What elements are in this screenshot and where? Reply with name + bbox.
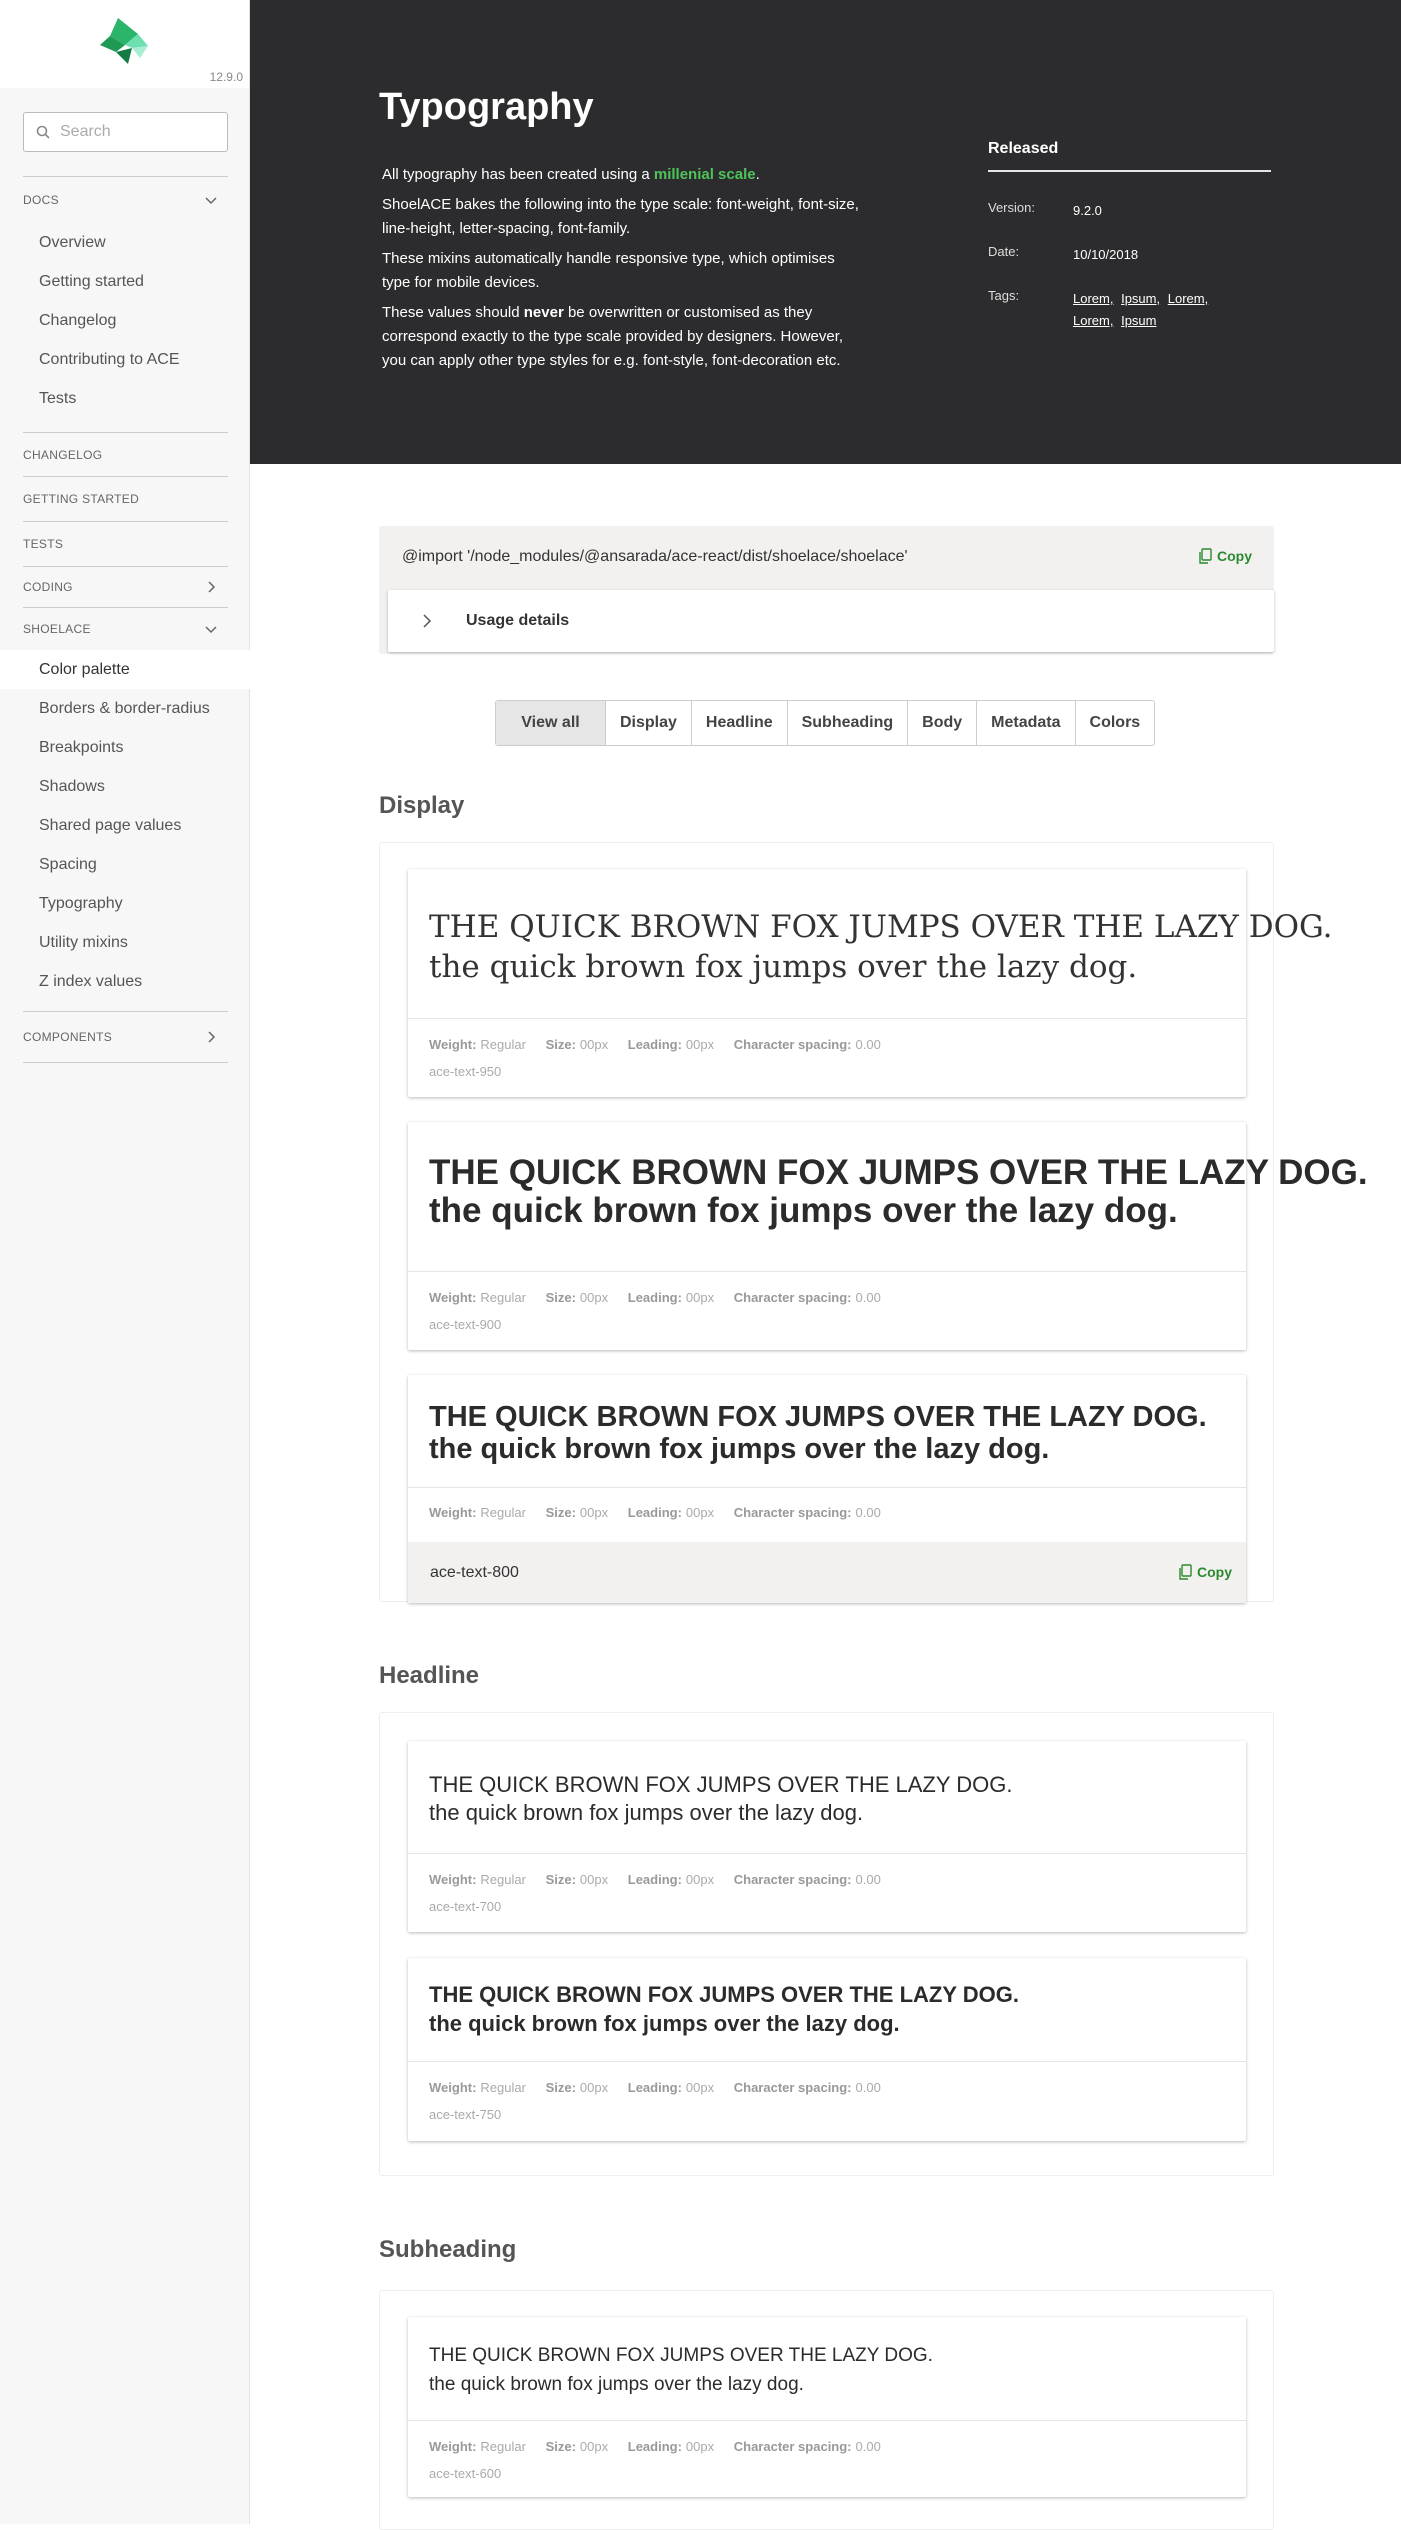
spec-size: [546, 2439, 609, 2454]
spec-character-spacing: [734, 1872, 881, 1887]
spec-character-spacing: [734, 2439, 881, 2454]
nav-section-changelog[interactable]: [23, 433, 228, 476]
intro-text: [382, 163, 862, 379]
chevron-down-icon: [204, 622, 218, 636]
spec-value: 00px: [579, 1290, 609, 1305]
spec-label: Character spacing:: [733, 2439, 852, 2454]
nav-section-label: DOCS: [23, 193, 59, 207]
spec-character-spacing: [734, 1505, 881, 1520]
spec-leading: [628, 2439, 714, 2454]
sample-lowercase: the quick brown fox jumps over the lazy dog.: [429, 2374, 804, 2395]
tag-link[interactable]: Lorem,: [1167, 291, 1209, 306]
chevron-right-icon: [204, 580, 218, 594]
tab-display[interactable]: Display: [606, 701, 692, 745]
headline-panel: [379, 1712, 1274, 2176]
intro-text-fragment: All typography has been created using a: [382, 166, 654, 183]
class-name: ace-text-900: [429, 1317, 502, 1332]
sidebar-nav: [23, 176, 228, 1063]
intro-emphasis: never: [523, 304, 564, 321]
spec-label: Size:: [545, 1037, 576, 1052]
spec-label: Leading:: [627, 1290, 682, 1305]
type-card-600: [408, 2317, 1246, 2497]
type-sample: [408, 869, 1333, 1019]
type-sample: [408, 2317, 1246, 2421]
divider: [23, 1062, 228, 1063]
sidebar-item-utility-mixins[interactable]: Utility mixins: [39, 933, 128, 951]
section-title-headline: Headline: [379, 1662, 480, 1689]
spec-label: Size:: [545, 2439, 576, 2454]
spec-value: 00px: [685, 1290, 715, 1305]
spec-value: 00px: [685, 1037, 715, 1052]
intro-paragraph: [382, 163, 862, 187]
spec-weight: [429, 1290, 526, 1305]
nav-section-label: GETTING STARTED: [23, 492, 140, 506]
page-title: Typography: [379, 86, 594, 128]
tag-link[interactable]: Lorem,: [1073, 313, 1114, 328]
type-card-950: [408, 869, 1333, 1097]
spec-label: Size:: [545, 1505, 576, 1520]
sidebar-item-overview[interactable]: Overview: [39, 233, 106, 251]
spec-size: [546, 2080, 609, 2095]
version-label: Version:: [988, 200, 1035, 215]
spec-label: Weight:: [429, 2439, 477, 2454]
spec-label: Weight:: [429, 2080, 477, 2095]
millenial-scale-link[interactable]: millenial scale: [653, 166, 756, 183]
type-card-750: [408, 1958, 1246, 2141]
type-specs: [408, 1854, 1246, 1887]
spec-value: 0.00: [855, 1872, 881, 1887]
chevron-right-icon: [420, 614, 434, 628]
copy-icon: [1178, 1564, 1192, 1580]
search-input[interactable]: [60, 123, 220, 141]
copy-label: Copy: [1217, 548, 1252, 564]
nav-section-tests[interactable]: [23, 522, 228, 566]
spec-label: Size:: [545, 1872, 576, 1887]
copy-class-button[interactable]: [1178, 1564, 1232, 1580]
spec-label: Weight:: [429, 1037, 477, 1052]
sample-lowercase: the quick brown fox jumps over the lazy dog.: [429, 1800, 864, 1825]
sidebar-item-shadows[interactable]: Shadows: [39, 777, 105, 795]
spec-label: Character spacing:: [733, 1872, 852, 1887]
type-card-800: [408, 1375, 1246, 1603]
sidebar-item-tests[interactable]: Tests: [39, 389, 77, 407]
version-row: [988, 200, 1271, 222]
nav-section-components[interactable]: [23, 1012, 228, 1062]
spec-value: Regular: [480, 1872, 526, 1887]
type-specs: [408, 1019, 1246, 1052]
version-value: 9.2.0: [1073, 203, 1102, 218]
intro-paragraph: These mixins automatically handle responsive type, which optimises type for mobile devices.: [382, 250, 835, 291]
tab-colors[interactable]: Colors: [1089, 714, 1141, 731]
sidebar-item-spacing[interactable]: Spacing: [39, 855, 97, 873]
spec-character-spacing: [734, 1290, 881, 1305]
spec-label: Size:: [545, 2080, 576, 2095]
tab-view-all[interactable]: View all: [496, 701, 606, 745]
filter-tabs: [495, 700, 1155, 746]
spec-label: Leading:: [627, 1037, 682, 1052]
version-tag: 12.9.0: [209, 70, 243, 84]
search-icon: [36, 125, 50, 139]
type-sample: [408, 1958, 1246, 2062]
sidebar-item-changelog[interactable]: Changelog: [39, 311, 117, 329]
intro-paragraph: ShoelACE bakes the following into the type scale: font-weight, font-size, line-height, letter-spacing, font-family.: [382, 196, 859, 237]
spec-value: 00px: [579, 1872, 609, 1887]
sample-uppercase: THE QUICK BROWN FOX JUMPS OVER THE LAZY DOG.: [429, 1982, 1019, 2007]
sidebar-item-contributing[interactable]: Contributing to ACE: [39, 350, 180, 368]
section-title-subheading: Subheading: [379, 2236, 517, 2263]
nav-section-getting-started[interactable]: [23, 477, 228, 521]
spec-label: Leading:: [627, 1872, 682, 1887]
sample-uppercase: THE QUICK BROWN FOX JUMPS OVER THE LAZY DOG.: [429, 1772, 1013, 1797]
intro-text-fragment: These values should: [382, 304, 524, 321]
sample-uppercase: THE QUICK BROWN FOX JUMPS OVER THE LAZY DOG.: [429, 909, 1333, 945]
release-title: Released: [988, 140, 1271, 172]
spec-value: Regular: [480, 1037, 526, 1052]
spec-weight: [429, 2080, 526, 2095]
search-box[interactable]: [23, 112, 228, 152]
spec-value: 0.00: [855, 2439, 881, 2454]
nav-section-label: TESTS: [23, 537, 64, 551]
sample-uppercase: THE QUICK BROWN FOX JUMPS OVER THE LAZY DOG.: [429, 1153, 1368, 1192]
sidebar: [0, 0, 250, 2524]
spec-size: [546, 1505, 609, 1520]
spec-label: Character spacing:: [733, 1290, 852, 1305]
spec-label: Leading:: [627, 2080, 682, 2095]
spec-value: 00px: [579, 1037, 609, 1052]
sidebar-item-color-palette[interactable]: Color palette: [0, 650, 250, 689]
sample-lowercase: the quick brown fox jumps over the lazy dog.: [429, 1433, 1050, 1465]
date-label: Date:: [988, 244, 1020, 259]
tab-metadata[interactable]: Metadata: [977, 701, 1075, 745]
type-card-900: [408, 1122, 1368, 1350]
ansarada-logo-icon[interactable]: [98, 18, 152, 72]
type-sample: [408, 1741, 1246, 1854]
chevron-down-icon: [204, 193, 218, 207]
type-specs: [408, 2062, 1246, 2095]
spec-label: Character spacing:: [733, 1505, 852, 1520]
sidebar-item-borders[interactable]: Borders & border-radius: [39, 699, 210, 717]
class-name: ace-text-700: [429, 1899, 502, 1914]
logo-area: [0, 0, 249, 88]
spec-leading: [628, 2080, 714, 2095]
spec-label: Weight:: [429, 1872, 477, 1887]
tags-list: [1073, 288, 1223, 332]
intro-text-fragment: be overwritten or customised as they correspond exactly to the type scale provided by designers. However, you can apply other type styles for e.g. font-style, font-decoration etc.: [382, 304, 844, 369]
display-panel: [379, 842, 1368, 1602]
class-name: ace-text-750: [429, 2107, 502, 2122]
sidebar-item-breakpoints[interactable]: Breakpoints: [39, 738, 124, 756]
spec-label: Weight:: [429, 1505, 477, 1520]
tag-link[interactable]: Ipsum: [1121, 313, 1157, 328]
spec-leading: [628, 1037, 714, 1052]
type-sample: [408, 1122, 1368, 1272]
spec-value: 0.00: [855, 1290, 881, 1305]
spec-label: Size:: [545, 1290, 576, 1305]
spec-character-spacing: [734, 1037, 881, 1052]
spec-value: 00px: [685, 2080, 715, 2095]
copy-icon: [1198, 548, 1212, 564]
sidebar-item-getting-started[interactable]: Getting started: [39, 272, 144, 290]
nav-section-label: CHANGELOG: [23, 447, 103, 462]
type-card-700: [408, 1741, 1246, 1932]
date-value: 10/10/2018: [1073, 247, 1139, 262]
spec-value: Regular: [480, 1290, 526, 1305]
usage-details-toggle[interactable]: [388, 590, 1274, 652]
type-specs: [408, 1488, 1246, 1520]
spec-label: Leading:: [627, 1505, 682, 1520]
date-row: [988, 244, 1271, 266]
spec-value: Regular: [480, 2080, 526, 2095]
sidebar-item-z-index[interactable]: Z index values: [39, 972, 143, 990]
class-name: ace-text-800: [430, 1564, 519, 1581]
tab-headline[interactable]: Headline: [692, 701, 788, 745]
spec-weight: [429, 1505, 526, 1520]
nav-section-coding[interactable]: [23, 567, 228, 607]
spec-value: 00px: [579, 1505, 609, 1520]
intro-paragraph: [382, 301, 862, 373]
spec-size: [546, 1037, 609, 1052]
spec-value: Regular: [480, 2439, 526, 2454]
sample-lowercase: the quick brown fox jumps over the lazy dog.: [429, 2011, 900, 2036]
sample-uppercase: THE QUICK BROWN FOX JUMPS OVER THE LAZY DOG.: [429, 1401, 1207, 1433]
tag-link[interactable]: Lorem,: [1073, 291, 1114, 306]
spec-weight: [429, 1872, 526, 1887]
spec-value: 00px: [685, 1505, 715, 1520]
spec-weight: [429, 1037, 526, 1052]
spec-character-spacing: [734, 2080, 881, 2095]
spec-value: 0.00: [855, 1505, 881, 1520]
spec-value: 00px: [685, 2439, 715, 2454]
spec-value: 00px: [685, 1872, 715, 1887]
spec-value: 0.00: [855, 2080, 881, 2095]
page-header: [250, 0, 1401, 464]
spec-leading: [628, 1290, 714, 1305]
chevron-right-icon: [204, 1030, 218, 1044]
spec-value: 00px: [579, 2439, 609, 2454]
sidebar-item-shared-page-values[interactable]: Shared page values: [39, 816, 182, 834]
spec-leading: [628, 1505, 714, 1520]
nav-section-label: CODING: [23, 580, 73, 594]
usage-details-label: Usage details: [466, 612, 570, 629]
tab-subheading[interactable]: Subheading: [788, 701, 909, 745]
spec-size: [546, 1290, 609, 1305]
sample-lowercase: the quick brown fox jumps over the lazy dog.: [429, 949, 1138, 985]
import-code-block: [379, 526, 1274, 654]
type-specs: [408, 2421, 1246, 2454]
class-name: ace-text-950: [429, 1064, 502, 1079]
tab-body[interactable]: Body: [908, 701, 977, 745]
tags-label: Tags:: [988, 288, 1020, 303]
type-sample: [408, 1375, 1246, 1488]
nav-section-label: COMPONENTS: [23, 1030, 113, 1044]
class-code-block: [408, 1542, 1246, 1603]
nav-section-label: SHOELACE: [23, 622, 91, 636]
tag-link[interactable]: Ipsum,: [1121, 291, 1161, 306]
class-name: ace-text-600: [429, 2466, 502, 2481]
spec-leading: [628, 1872, 714, 1887]
section-title-display: Display: [379, 792, 465, 819]
import-statement: @import '/node_modules/@ansarada/ace-react/dist/shoelace/shoelace': [402, 548, 908, 565]
sample-lowercase: the quick brown fox jumps over the lazy dog.: [429, 1191, 1178, 1230]
nav-section-docs[interactable]: [23, 177, 228, 223]
spec-value: 0.00: [855, 1037, 881, 1052]
spec-label: Character spacing:: [733, 2080, 852, 2095]
sidebar-item-typography[interactable]: Typography: [39, 894, 123, 912]
nav-section-shoelace[interactable]: [23, 608, 228, 650]
spec-label: Character spacing:: [733, 1037, 852, 1052]
spec-value: Regular: [480, 1505, 526, 1520]
tags-row: [988, 288, 1271, 332]
subheading-panel: [379, 2290, 1274, 2530]
spec-label: Leading:: [627, 2439, 682, 2454]
copy-label: Copy: [1197, 1564, 1232, 1580]
copy-import-button[interactable]: [1198, 548, 1252, 564]
intro-text-fragment: .: [755, 166, 760, 183]
spec-weight: [429, 2439, 526, 2454]
release-info: [988, 140, 1271, 332]
spec-size: [546, 1872, 609, 1887]
sample-uppercase: THE QUICK BROWN FOX JUMPS OVER THE LAZY DOG.: [429, 2345, 933, 2366]
spec-value: 00px: [579, 2080, 609, 2095]
type-specs: [408, 1272, 1246, 1305]
spec-label: Weight:: [429, 1290, 477, 1305]
